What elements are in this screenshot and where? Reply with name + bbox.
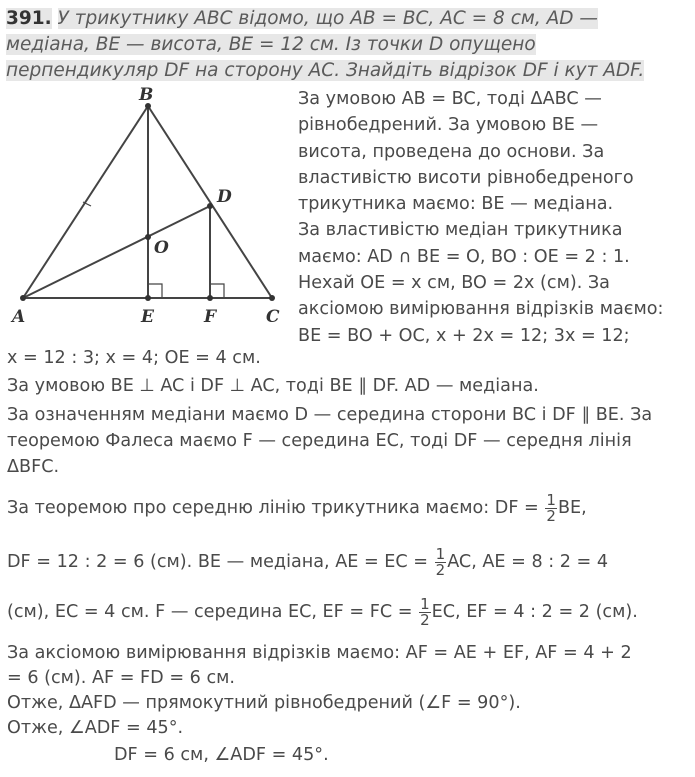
solution-line-12: Отже, ∠ADF = 45°. — [7, 718, 184, 738]
solution-line: трикутника маємо: BE — медіана. — [298, 194, 614, 215]
label-O: O — [154, 238, 169, 258]
solution-line-3: За означенням медіани маємо D — середина сторони BC і DF ∥ BE. За — [7, 405, 653, 425]
problem-statement — [6, 6, 646, 84]
fraction-one-half — [419, 594, 431, 629]
fraction-numerator: 1 — [420, 594, 430, 613]
solution-line-8 — [7, 592, 638, 632]
solution-line-6 — [7, 488, 587, 528]
solution-line: властивістю висоти рівнобедреного — [298, 167, 634, 188]
solution-right-column — [298, 86, 663, 349]
side-AB — [23, 106, 148, 298]
label-D: D — [217, 187, 232, 207]
solution-line: аксіомою вимірювання відрізків маємо: — [298, 299, 664, 320]
solution-line-8-tail: EC, EF = 4 : 2 = 2 (см). — [431, 602, 638, 622]
solution-line: висота, проведена до основи. За — [298, 141, 605, 162]
fraction-numerator: 1 — [435, 544, 446, 563]
fraction-one-half — [545, 490, 557, 525]
solution-line-6-text: За теоремою про середню лінію трикутника маємо: DF = — [7, 498, 539, 518]
problem-text-3: перпендикуляр DF на сторону AC. Знайдіть відрізок DF і кут ADF. — [6, 60, 645, 81]
solution-line: За умовою AB = BC, тоді ΔABC — — [298, 89, 602, 109]
solution-line-10: = 6 (см). AF = FD = 6 см. — [7, 668, 235, 688]
median-AD — [23, 206, 210, 298]
problem-number: 391. — [6, 8, 52, 29]
solution-line-5: ΔBFC. — [7, 457, 60, 477]
fraction-denominator: 2 — [546, 506, 556, 525]
label-A: A — [12, 307, 26, 326]
solution-line-8-text: (см), EC = 4 см. F — середина EC, EF = FC = — [7, 602, 413, 622]
solution-line: Нехай OE = x см, BO = 2x (см). За — [298, 273, 610, 294]
problem-text-2: медіана, BE — висота, BE = 12 см. Із точки D опущено — [6, 34, 536, 55]
solution-line-7-text: DF = 12 : 2 = 6 (см). BE — медіана, AE = EC = — [7, 552, 429, 572]
problem-line-2 — [6, 32, 646, 58]
point-C — [269, 295, 275, 301]
fraction-denominator: 2 — [420, 610, 430, 629]
label-C: C — [266, 307, 280, 326]
point-F — [207, 295, 213, 301]
solution-line: рівнобедрений. За умовою BE — — [298, 115, 599, 136]
solution-line: За властивістю медіан трикутника — [298, 220, 623, 241]
point-E — [145, 295, 151, 301]
solution-line-7 — [7, 542, 608, 582]
solution-line-6-tail: BE, — [557, 498, 587, 518]
solution-line-2: За умовою BE ⊥ AC і DF ⊥ AC, тоді BE ∥ DF. AD — медіана. — [7, 376, 539, 396]
point-D — [207, 203, 213, 209]
solution-line-9: За аксіомою вимірювання відрізків маємо: AF = AE + EF, AF = 4 + 2 — [7, 643, 632, 663]
point-A — [20, 295, 26, 301]
answer-line: DF = 6 см, ∠ADF = 45°. — [114, 745, 329, 765]
fraction-numerator: 1 — [546, 490, 556, 509]
solution-line-1: x = 12 : 3; x = 4; OE = 4 см. — [7, 348, 261, 368]
label-E: E — [141, 307, 154, 326]
fraction-one-half — [435, 544, 447, 579]
solution-line-4: теоремою Фалеса маємо F — середина EC, тоді DF — середня лінія — [7, 431, 632, 451]
solution-line-7-tail: AC, AE = 8 : 2 = 4 — [447, 552, 609, 572]
point-O — [145, 234, 151, 240]
solution-line: BE = BO + OC, x + 2x = 12; 3x = 12; — [298, 325, 630, 346]
problem-text-1: У трикутнику ABC відомо, що AB = BC, AC = 8 см, AD — — [57, 8, 598, 29]
fraction-denominator: 2 — [435, 560, 446, 579]
label-F: F — [204, 307, 217, 326]
solution-line-11: Отже, ΔAFD — прямокутний рівнобедрений (∠F = 90°). — [7, 693, 521, 713]
solution-line: маємо: AD ∩ BE = O, BO : OE = 2 : 1. — [298, 246, 630, 267]
problem-line-1 — [6, 6, 646, 32]
label-B: B — [139, 85, 154, 105]
triangle-figure — [0, 76, 300, 326]
